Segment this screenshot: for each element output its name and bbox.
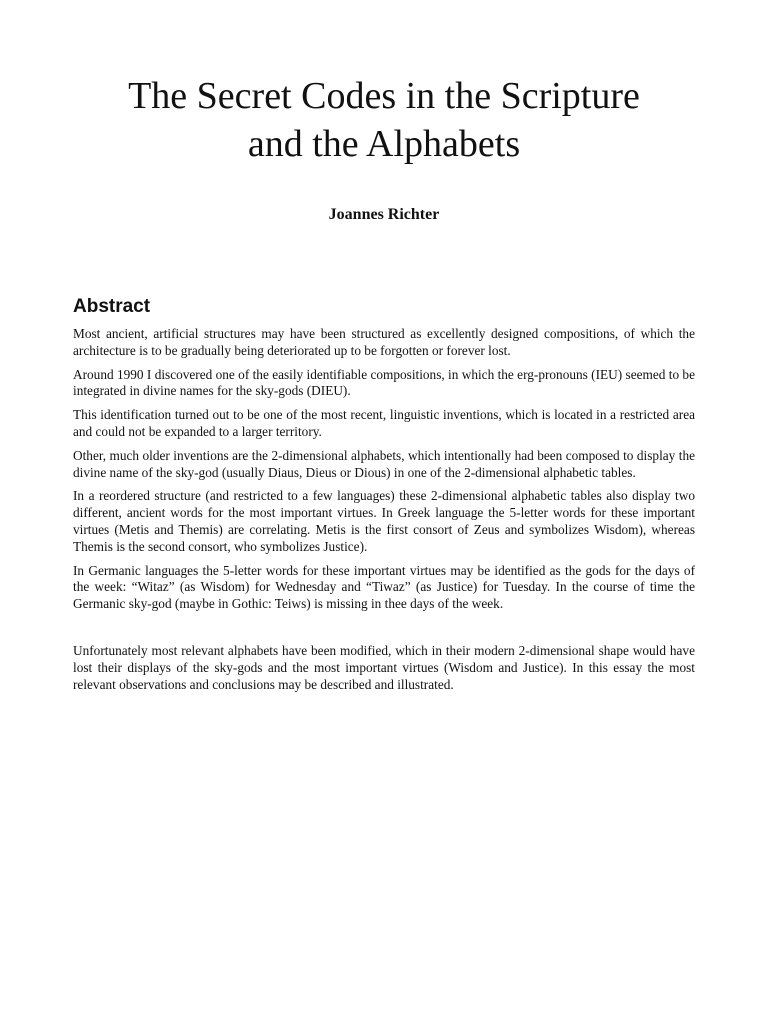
abstract-paragraph-2: Around 1990 I discovered one of the easily identifiable compositions, in which the erg-pronouns (IEU) seemed to be integrated in divine names for the sky-gods (DIEU). xyxy=(73,366,695,399)
title-line-2: and the Alphabets xyxy=(247,123,521,165)
abstract-body xyxy=(73,326,695,700)
abstract-heading: Abstract xyxy=(73,296,151,317)
abstract-paragraph-4: Other, much older inventions are the 2-dimensional alphabets, which intentionally had been composed to display the divine name of the sky-god (usually Diaus, Dieus or Dious) in one of the 2-dimensional alphabetic tables. xyxy=(73,447,695,480)
abstract-paragraph-3: This identification turned out to be one of the most recent, linguistic inventions, which is located in a restricted area and could not be expanded to a larger territory. xyxy=(73,407,695,439)
abstract-paragraph-7: Unfortunately most relevant alphabets have been modified, which in their modern 2-dimensional shape would have lost their displays of the sky-gods and the most important virtues (Wisdom and Justice). In this essay the most relevant observations and conclusions may be described and illustrated. xyxy=(73,642,695,692)
document-title xyxy=(40,72,728,168)
abstract-paragraph-1: Most ancient, artificial structures may have been structured as excellently designed compositions, of which the architecture is to be gradually being deteriorated up to be forgotten or forever lost. xyxy=(73,326,695,358)
title-line-1: The Secret Codes in the Scripture xyxy=(128,75,640,117)
abstract-paragraph-5: In a reordered structure (and restricted to a few languages) these 2-dimensional alphabetic tables also display two different, ancient words for the most important virtues. In Greek language the 5-letter words for these important virtues (Metis and Themis) are correlating. Metis is the first consort of Zeus and symbolizes Wisdom), whereas Themis is the second consort, who symbolizes Justice). xyxy=(73,488,695,554)
author-name: Joannes Richter xyxy=(328,206,440,223)
abstract-paragraph-6: In Germanic languages the 5-letter words for these important virtues may be identified as the gods for the days of the week: “Witaz” (as Wisdom) for Wednesday and “Tiwaz” (as Justice) for Tuesday. In the course of time the Germanic sky-god (maybe in Gothic: Teiws) is missing in thee days of the week. xyxy=(73,562,695,612)
